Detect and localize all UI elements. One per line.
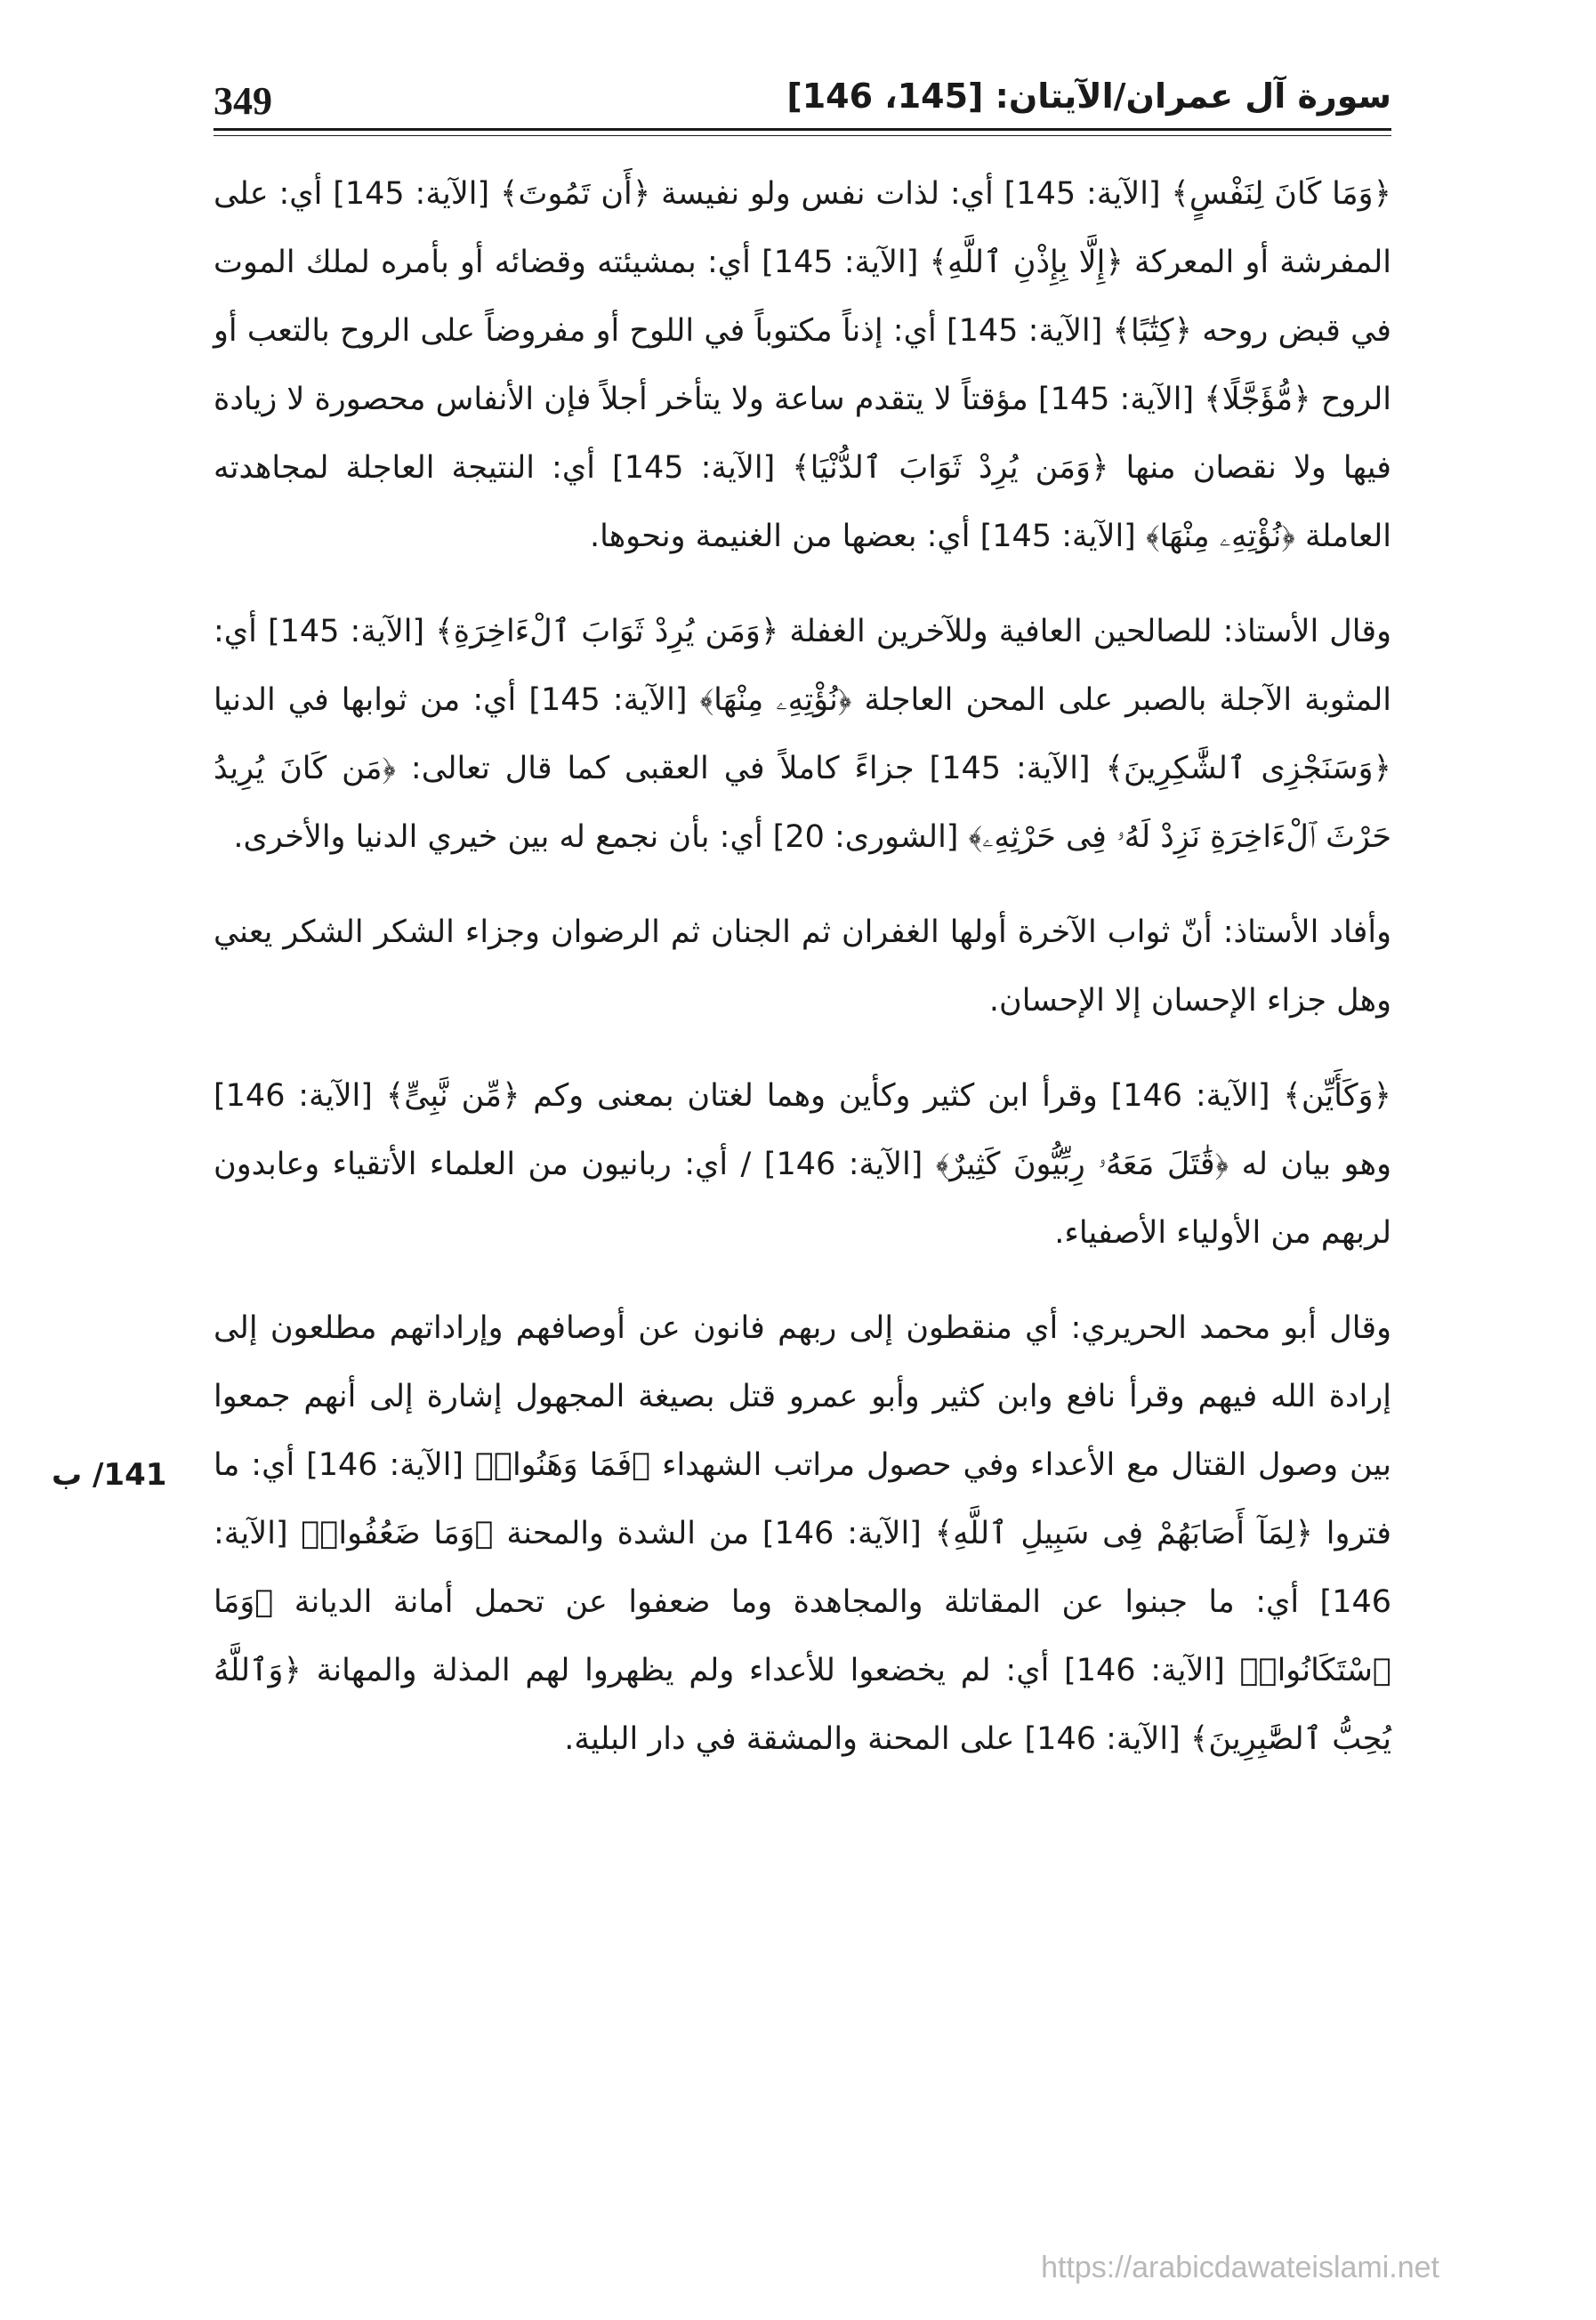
page-number: 349 [214, 79, 272, 123]
watermark-url: https://arabicdawateislami.net [1041, 2251, 1439, 2284]
manuscript-folio-marker: 141/ ب [52, 1457, 167, 1493]
paragraph-1: ﴿وَمَا كَانَ لِنَفْسٍ﴾ [الآية: 145] أي: لذات نفس ولو نفيسة ﴿أَن تَمُوتَ﴾ [الآية: 145] أي: على المفرشة أو المعركة ﴿إِلَّا بِإِذْنِ ٱللَّهِ﴾ [الآية: 145] أي: بمشيئته وقضائه أو بأمره لملك الموت في قبض روحه ﴿كِتَٰبًا﴾ [الآية: 145] أي: إذناً مكتوباً في اللوح أو مفروضاً على الروح بالتعب أو الروح ﴿مُّؤَجَّلًا﴾ [الآية: 145] مؤقتاً لا يتقدم ساعة ولا يتأخر أجلاً فإن الأنفاس محصورة لا زيادة فيها ولا نقصان منها ﴿وَمَن يُرِدْ ثَوَابَ ٱلدُّنْيَا﴾ [الآية: 145] أي: النتيجة العاجلة لمجاهدته العاملة ﴿نُؤْتِهِۦ مِنْهَا﴾ [الآية: 145] أي: بعضها من الغنيمة ونحوها. [214, 176, 1391, 554]
header-rule-thin [214, 135, 1391, 136]
running-title: سورة آل عمران/الآيتان: [145، 146] [786, 77, 1391, 116]
paragraph-4: ﴿وَكَأَيِّن﴾ [الآية: 146] وقرأ ابن كثير وكأين وهما لغتان بمعنى وكم ﴿مِّن نَّبِىٍّ﴾ [الآية: 146] وهو بيان له ﴿قَٰتَلَ مَعَهُۥ رِبِّيُّونَ كَثِيرٌ﴾ [الآية: 146] / أي: ربانيون من العلماء الأتقياء وعابدون لربهم من الأولياء الأصفياء. [214, 1078, 1391, 1251]
header-rule-thick [214, 128, 1391, 131]
page-header [214, 69, 1391, 141]
paragraph-3: وأفاد الأستاذ: أنّ ثواب الآخرة أولها الغفران ثم الجنان ثم الرضوان وجزاء الشكر الشكر يعني وهل جزاء الإحسان إلا الإحسان. [214, 914, 1391, 1019]
paragraph-5: وقال أبو محمد الحريري: أي منقطون إلى ربهم فانون عن أوصافهم وإراداتهم مطلعون إلى إرادة الله فيهم وقرأ نافع وابن كثير وأبو عمرو قتل بصيغة المجهول إشارة إلى أنهم جمعوا بين وصول القتال مع الأعداء وفي حصول مراتب الشهداء ﴿فَمَا وَهَنُوا۟﴾ [الآية: 146] أي: ما فتروا ﴿لِمَآ أَصَابَهُمْ فِى سَبِيلِ ٱللَّهِ﴾ [الآية: 146] من الشدة والمحنة ﴿وَمَا ضَعُفُوا۟﴾ [الآية: 146] أي: ما جبنوا عن المقاتلة والمجاهدة وما ضعفوا عن تحمل أمانة الديانة ﴿وَمَا ٱسْتَكَانُوا۟﴾ [الآية: 146] أي: لم يخضعوا للأعداء ولم يظهروا لهم المذلة والمهانة ﴿وَٱللَّهُ يُحِبُّ ٱلصَّٰبِرِينَ﴾ [الآية: 146] على المحنة والمشقة في دار البلية. [214, 1310, 1392, 1757]
page-body [214, 160, 1391, 2151]
paragraph-2: وقال الأستاذ: للصالحين العافية وللآخرين الغفلة ﴿وَمَن يُرِدْ ثَوَابَ ٱلْءَاخِرَةِ﴾ [الآية: 145] أي: المثوبة الآجلة بالصبر على المحن العاجلة ﴿نُؤْتِهِۦ مِنْهَا﴾ [الآية: 145] أي: من ثوابها في الدنيا ﴿وَسَنَجْزِى ٱلشَّٰكِرِينَ﴾ [الآية: 145] جزاءً كاملاً في العقبى كما قال تعالى: ﴿مَن كَانَ يُرِيدُ حَرْثَ ٱلْءَاخِرَةِ نَزِدْ لَهُۥ فِى حَرْثِهِۦ﴾ [الشورى: 20] أي: بأن نجمع له بين خيري الدنيا والأخرى. [214, 614, 1391, 855]
